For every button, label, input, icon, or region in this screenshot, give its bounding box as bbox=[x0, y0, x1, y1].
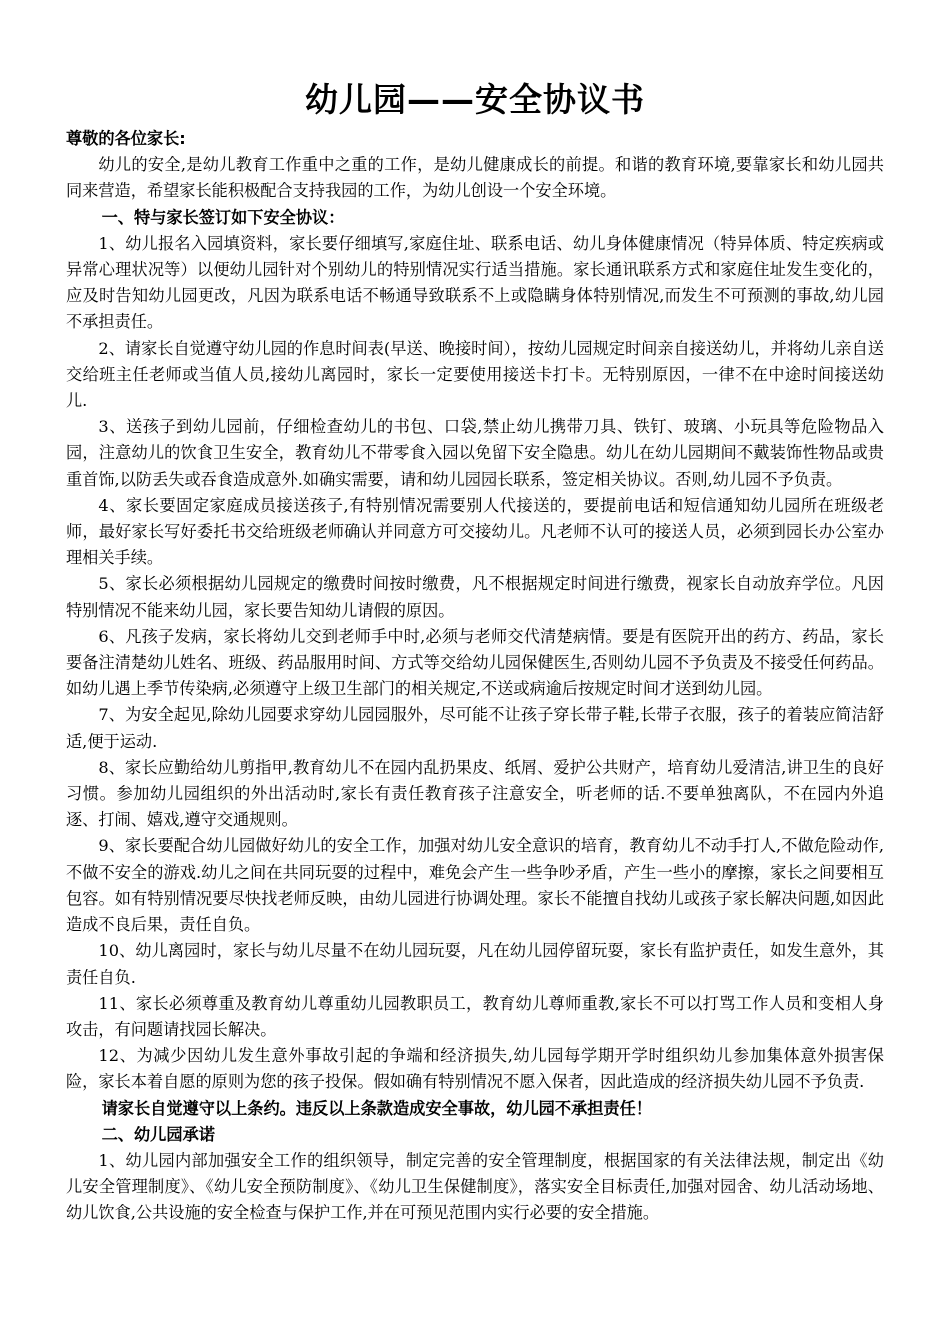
promise-item-1: 1、幼儿园内部加强安全工作的组织领导，制定完善的安全管理制度，根据国家的有关法律法规，制定出《幼儿安全管理制度》、《幼儿安全预防制度》、《幼儿卫生保健制度》，落实安全目标责任,加强对园舍、幼儿活动场地、幼儿饮食,公共设施的安全检查与保护工作,并在可预见范围内实行必要的安全措施。 bbox=[66, 1150, 884, 1223]
warning-statement: 请家长自觉遵守以上条约。违反以上条款造成安全事故，幼儿园不承担责任！ bbox=[101, 1098, 652, 1118]
agreement-item-6: 6、凡孩子发病，家长将幼儿交到老师手中时,必须与老师交代清楚病情。要是有医院开出的药方、药品，家长要备注清楚幼儿姓名、班级、药品服用时间、方式等交给幼儿园保健医生,否则幼儿园不予负责及不接受任何药品。如幼儿遇上季节传染病,必须遵守上级卫生部门的相关规定,不送或病逾后按规定时间才送到幼儿园。 bbox=[66, 626, 884, 699]
intro-paragraph: 幼儿的安全,是幼儿教育工作重中之重的工作，是幼儿健康成长的前提。和谐的教育环境,要靠家长和幼儿园共同来营造，希望家长能积极配合支持我园的工作，为幼儿创设一个安全环境。 bbox=[66, 155, 884, 201]
agreement-item-7: 7、为安全起见,除幼儿园要求穿幼儿园园服外，尽可能不让孩子穿长带子鞋,长带子衣服，孩子的着装应简洁舒适,便于运动. bbox=[66, 705, 884, 751]
agreement-item-2: 2、请家长自觉遵守幼儿园的作息时间表(早送、晚接时间），按幼儿园规定时间亲自接送幼儿，并将幼儿亲自送交给班主任老师或当值人员,接幼儿离园时，家长一定要使用接送卡打卡。无特别原因，一律不在中途时间接送幼儿. bbox=[66, 338, 884, 411]
salutation: 尊敬的各位家长: bbox=[66, 129, 186, 148]
section1-heading: 一、特与家长签订如下安全协议： bbox=[101, 207, 345, 227]
agreement-item-10: 10、幼儿离园时，家长与幼儿尽量不在幼儿园玩耍，凡在幼儿园停留玩耍，家长有监护责任，如发生意外，其责任自负. bbox=[66, 941, 884, 987]
agreement-item-9: 9、家长要配合幼儿园做好幼儿的安全工作，加强对幼儿安全意识的培育，教育幼儿不动手打人,不做危险动作,不做不安全的游戏.幼儿之间在共同玩耍的过程中，难免会产生一些争吵矛盾，产生一些小的摩擦，家长之间要相互包容。如有特别情况要尽快找老师反映，由幼儿园进行协调处理。家长不能擅自找幼儿或孩子家长解决问题,如因此造成不良后果，责任自负。 bbox=[66, 836, 884, 935]
agreement-item-12: 12、为减少因幼儿发生意外事故引起的争端和经济损失,幼儿园每学期开学时组织幼儿参加集体意外损害保险，家长本着自愿的原则为您的孩子投保。假如确有特别情况不愿入保者，因此造成的经济损失幼儿园不予负责. bbox=[66, 1046, 884, 1092]
agreement-item-11: 11、家长必须尊重及教育幼儿尊重幼儿园教职员工，教育幼儿尊师重教,家长不可以打骂工作人员和变相人身攻击，有问题请找园长解决。 bbox=[66, 993, 884, 1039]
agreement-item-3: 3、送孩子到幼儿园前，仔细检查幼儿的书包、口袋,禁止幼儿携带刀具、铁钉、玻璃、小玩具等危险物品入园，注意幼儿的饮食卫生安全，教育幼儿不带零食入园以免留下安全隐患。幼儿在幼儿园期间不戴装饰性物品或贵重首饰,以防丢失或吞食造成意外.如确实需要，请和幼儿园园长联系，签定相关协议。否则,幼儿园不予负责。 bbox=[66, 417, 884, 489]
agreement-item-5: 5、家长必须根据幼儿园规定的缴费时间按时缴费，凡不根据规定时间进行缴费，视家长自动放弃学位。凡因特别情况不能来幼儿园，家长要告知幼儿请假的原因。 bbox=[66, 574, 884, 620]
agreement-item-4: 4、家长要固定家庭成员接送孩子,有特别情况需要别人代接送的，要提前电话和短信通知幼儿园所在班级老师，最好家长写好委托书交给班级老师确认并同意方可交接幼儿。凡老师不认可的接送人员，必须到园长办公室办理相关手续。 bbox=[66, 495, 884, 568]
agreement-item-8: 8、家长应勤给幼儿剪指甲,教育幼儿不在园内乱扔果皮、纸屑、爱护公共财产，培育幼儿爱清洁,讲卫生的良好习惯。参加幼儿园组织的外出活动时,家长有责任教育孩子注意安全，听老师的话.不要单独离队，不在园内外追逐、打闹、嬉戏,遵守交通规则。 bbox=[66, 757, 884, 830]
document-title: 幼儿园——安全协议书 bbox=[305, 80, 645, 119]
section2-heading: 二、幼儿园承诺 bbox=[101, 1124, 215, 1144]
agreement-item-1: 1、幼儿报名入园填资料，家长要仔细填写,家庭住址、联系电话、幼儿身体健康情况（特异体质、特定疾病或异常心理状况等）以便幼儿园针对个别幼儿的特别情况实行适当措施。家长通讯联系方式和家庭住址发生变化的，应及时告知幼儿园更改，凡因为联系电话不畅通导致联系不上或隐瞒身体特别情况,而发生不可预测的事故,幼儿园不承担责任。 bbox=[66, 233, 884, 332]
